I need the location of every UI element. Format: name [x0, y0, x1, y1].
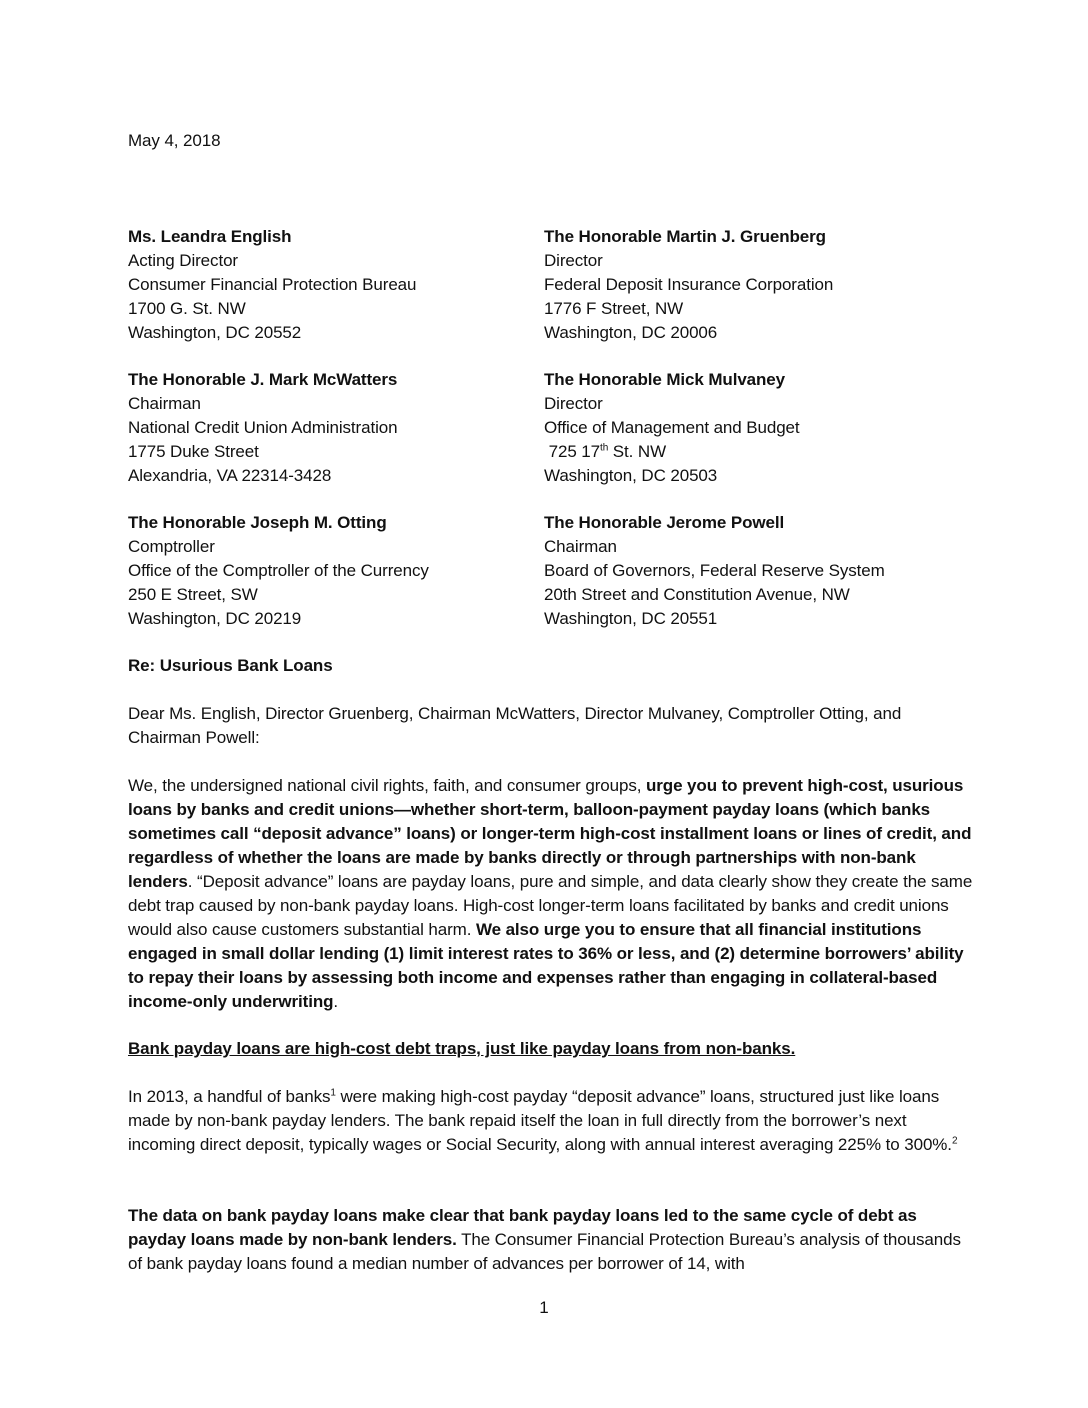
recipient-city: Alexandria, VA 22314-3428 — [128, 466, 332, 485]
recipient-street: 1700 G. St. NW — [128, 299, 246, 318]
recipient-city: Washington, DC 20552 — [128, 323, 302, 342]
ordinal-superscript: th — [600, 442, 609, 454]
recipient-street: 725 17th St. NW — [544, 442, 667, 461]
recipient-org: National Credit Union Administration — [128, 418, 398, 437]
recipient-block-mcwatters — [128, 368, 538, 488]
recipient-name: The Honorable Martin J. Gruenberg — [544, 227, 826, 246]
recipient-city: Washington, DC 20551 — [544, 609, 718, 628]
recipient-city: Washington, DC 20503 — [544, 466, 718, 485]
letter-date: May 4, 2018 — [128, 131, 221, 150]
recipient-name: The Honorable J. Mark McWatters — [128, 370, 398, 389]
recipient-block-gruenberg — [544, 225, 954, 345]
page-number: 1 — [539, 1298, 549, 1317]
recipient-block-otting — [128, 511, 538, 631]
recipient-org: Consumer Financial Protection Bureau — [128, 275, 417, 294]
recipient-street: 1776 F Street, NW — [544, 299, 684, 318]
paragraph-intro: We, the undersigned national civil rights, faith, and consumer groups, urge you to prevent high-cost, usurious loans by banks and credit unions—whether short-term, balloon-payment payday loans (which banks sometimes call “deposit advance” loans) or longer-term high-cost installment loans or lines of credit, and regardless of whether the loans are made by banks directly or through partnerships with non-bank lenders. “Deposit advance” loans are payday loans, pure and simple, and data clearly show they create the same debt trap caused by non-bank payday loans. High-cost longer-term loans facilitated by banks and credit unions would also cause customers substantial harm. We also urge you to ensure that all financial institutions engaged in small dollar lending (1) limit interest rates to 36% or less, and (2) determine borrowers’ ability to repay their loans by assessing both income and expenses rather than engaging in collateral-based income-only underwriting. — [128, 776, 973, 1011]
recipient-title: Director — [544, 251, 603, 270]
recipient-name: The Honorable Jerome Powell — [544, 513, 785, 532]
paragraph-data: The data on bank payday loans make clear that bank payday loans led to the same cycle of debt as payday loans made by non-bank lenders. The Consumer Financial Protection Bureau’s analysis of thousands of bank payday loans found a median number of advances per borrower of 14, with — [128, 1206, 961, 1273]
footnote-ref: 2 — [951, 1135, 958, 1147]
recipient-city: Washington, DC 20006 — [544, 323, 718, 342]
recipient-title: Chairman — [544, 537, 617, 556]
recipient-title: Director — [544, 394, 603, 413]
recipient-org: Office of Management and Budget — [544, 418, 800, 437]
recipient-title: Comptroller — [128, 537, 215, 556]
recipient-street: 20th Street and Constitution Avenue, NW — [544, 585, 850, 604]
recipient-org: Federal Deposit Insurance Corporation — [544, 275, 834, 294]
recipient-title: Chairman — [128, 394, 201, 413]
paragraph-history: In 2013, a handful of banks$^1$ were making high-cost payday “deposit advance” loans, structured just like loans made by non-bank payday lenders. The bank repaid itself the loan in full directly from the borrower’s next incoming direct deposit, typically wages or Social Security, along with annual interest averaging 225% to 300%.$^2$ — [128, 1087, 958, 1154]
recipient-org: Board of Governors, Federal Reserve System — [544, 561, 885, 580]
recipient-name: Ms. Leandra English — [128, 227, 292, 246]
recipient-street: 1775 Duke Street — [128, 442, 259, 461]
salutation: Dear Ms. English, Director Gruenberg, Chairman McWatters, Director Mulvaney, Comptroller Otting, and Chairman Powell: — [128, 704, 902, 747]
recipient-block-powell — [544, 511, 954, 631]
recipient-name: The Honorable Joseph M. Otting — [128, 513, 387, 532]
footnote-ref: 1 — [330, 1087, 336, 1099]
recipient-name: The Honorable Mick Mulvaney — [544, 370, 786, 389]
recipient-title: Acting Director — [128, 251, 238, 270]
recipient-block-mulvaney — [544, 368, 954, 488]
re-line: Re: Usurious Bank Loans — [128, 656, 333, 675]
recipient-org: Office of the Comptroller of the Currency — [128, 561, 429, 580]
recipient-street: 250 E Street, SW — [128, 585, 258, 604]
recipient-block-english — [128, 225, 538, 345]
section-heading: Bank payday loans are high-cost debt traps, just like payday loans from non-banks. — [128, 1039, 796, 1058]
recipient-city: Washington, DC 20219 — [128, 609, 302, 628]
